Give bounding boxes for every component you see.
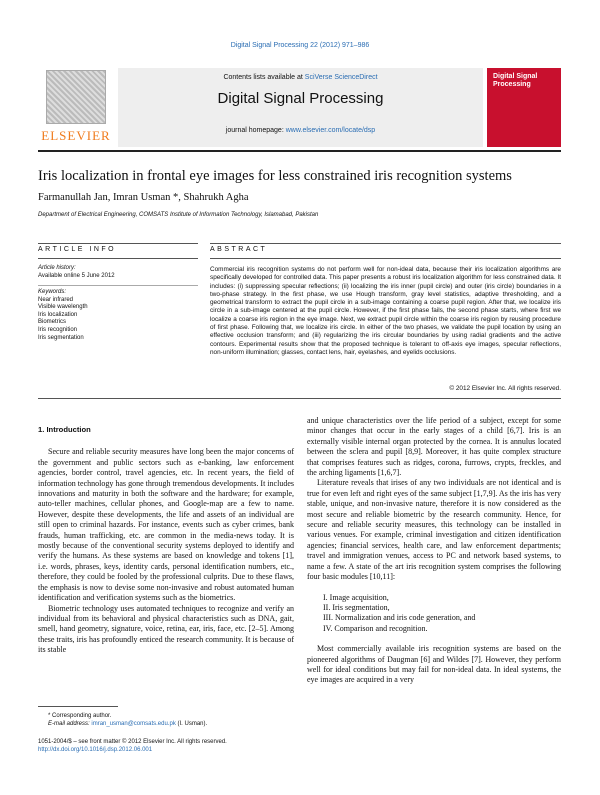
homepage-line	[118, 127, 483, 134]
keyword-item: Visible wavelength	[38, 304, 88, 311]
article-history	[38, 265, 198, 280]
keyword-item: Near infrared	[38, 296, 74, 303]
footnote	[48, 712, 207, 728]
module-item: II. Iris segmentation,	[323, 602, 390, 612]
module-item: I. Image acquisition,	[323, 592, 389, 602]
journal-reference[interactable]: Digital Signal Processing 22 (2012) 971–986	[230, 42, 370, 49]
header-divider	[38, 150, 561, 152]
module-item: III. Normalization and iris code generation, and	[323, 613, 476, 623]
article-authors: Farmanullah Jan, Imran Usman *, Shahrukh Agha	[38, 192, 249, 203]
info-mid-rule	[38, 258, 198, 259]
homepage-link[interactable]: www.elsevier.com/locate/dsp	[285, 127, 376, 134]
abstract-bottom-rule	[38, 398, 561, 399]
history-heading: Article history:	[38, 265, 76, 271]
history-value: Available online 5 June 2012	[38, 272, 115, 279]
list-spacer	[307, 634, 561, 644]
tree-emblem-icon	[46, 70, 106, 124]
cover-title: Digital Signal Processing	[493, 73, 538, 88]
elsevier-logo	[38, 68, 114, 147]
abstract-label: ABSTRACT	[210, 246, 268, 253]
footnote-rule	[38, 706, 118, 707]
journal-name: Digital Signal Processing	[217, 90, 384, 107]
keyword-item: Iris segmentation	[38, 334, 84, 341]
email-suffix: (I. Usman).	[175, 721, 208, 727]
info-top-rule	[38, 243, 198, 244]
contents-line	[118, 74, 483, 81]
doi-link[interactable]: http://dx.doi.org/10.1016/j.dsp.2012.06.001	[38, 747, 153, 753]
abstract-text: Commercial iris recognition systems do not perform well for non-ideal data, because their iris localization algorithms are specifically developed for controlled data. This paper presents a robust iris localization algorithm for less constrained data. It includes: (i) suppressing specular reflections; (ii) localizing the iris inner (pupil circle) and outer (iris circle) boundaries in a two-phase strategy. In the first phase, we use Hough transform, gray level statistics, adaptive thresholding, and a geometrical transform to extract the pupil circle in a sub-image containing a coarse pupil region. After that, we localize iris circle in a sub-image centered at the pupil circle. However, if the first phase fails, the second phase starts, where first we localize a coarse iris region in the eye image. Next, we extract pupil circle within the coarse iris region by reusing procedure of first phase. Following that, we localize iris circle. In either of the two phases, we validate the pupil location by using an effective occlusion transform; and (iii) regularizing the iris circular boundaries by using radial gradients and the active contours. Experimental results show that the proposed technique is tolerant to off-axis eye images, specular reflections, non-uniform illumination; glasses, contact lens, hair, eyelashes, and eyelids occlusions.	[210, 266, 561, 356]
keyword-item: Iris localization	[38, 311, 78, 318]
publisher-name: ELSEVIER	[41, 128, 111, 143]
article-info-label: ARTICLE INFO	[38, 246, 117, 253]
abstract-mid-rule	[210, 258, 561, 259]
keyword-item: Iris recognition	[38, 326, 78, 333]
history-rule	[38, 285, 198, 286]
left-column	[38, 425, 294, 656]
issn-line: 1051-2004/$ – see front matter © 2012 Elsevier Inc. All rights reserved.	[38, 739, 227, 745]
section-heading: 1. Introduction	[38, 425, 91, 434]
email-link[interactable]: imran_usman@comsats.edu.pk	[91, 721, 176, 727]
corresponding-author-note: * Corresponding author.	[48, 713, 112, 719]
abstract-copyright: © 2012 Elsevier Inc. All rights reserved.	[449, 385, 561, 392]
sciencedirect-link[interactable]: SciVerse ScienceDirect	[304, 74, 378, 81]
keyword-item: Biometrics	[38, 319, 67, 326]
paragraph: Literature reveals that irises of any two individuals are not identical and is true for even left and right eyes of the same subject [1,7,9]. As the iris has very stable, unique, and non-invasive nature, therefore it is now considered as the most secure and reliable biometric by the research community. Hence, for secure and reliable security measures, this technology can be installed in various venues. For example, criminal investigation and citizen identification agencies; financial services, health care, and law enforcement departments; travel and immigration venues, access to PC and network based systems, to name a few. A state of the art iris recognition system comprises the following four basic modules [10,11]:	[307, 478, 561, 582]
paragraph: Most commercially available iris recognition systems are based on the pioneered algorithms of Daugman [6] and Wildes [7]. However, they perform well for ideal conditions but may fail for non-ideal data. In ideal systems, the eye images are acquired in a very	[307, 644, 561, 685]
issn-block	[38, 738, 227, 754]
email-line	[48, 720, 207, 728]
contents-prefix: Contents lists available at	[223, 74, 305, 81]
right-column	[307, 416, 561, 686]
keywords-block	[38, 289, 198, 342]
keywords-heading: Keywords:	[38, 289, 67, 295]
homepage-prefix: journal homepage:	[225, 127, 286, 134]
paragraph: Secure and reliable security measures have long been the major concerns of the government and public sectors such as e-banking, law enforcement agencies, border control, travel agencies, etc. In recent years, the field of information technology has gone through tremendous developments. It includes innovations and maturity in both the software and the hardware; for example, auto-teller machines, cellular phones, and Google-map are a few to name. However, despite these developments, the life and assets of an individual are still open to criminal hazards. For instance, events such as cyber crimes, bank frauds, human trafficking, etc. are common in the media-news today. It is mostly because of the conventional security systems deployed to identify and verify the humans. As these systems are based on knowledge and tokens [1], i.e. words, phrases, keys, identity cards, personal identification numbers, etc., therefore, they could be fooled by the professional culprits. Due to these flaws, the emphasis is now to devise some non-invasive and robust automated human identification and verification systems such as the biometrics.	[38, 447, 294, 603]
abstract-top-rule	[210, 243, 561, 244]
email-label: E-mail address:	[48, 721, 92, 727]
list-spacer	[307, 583, 561, 593]
paragraph: and unique characteristics over the life period of a subject, except for some minor changes that occur in the early stages of a child [6,7]. Iris is an externally visible internal organ protected by the cornea. It is annulus located between the sclera and pupil [8,9]. Moreover, it has quite complex structure that comprises features such as ridges, corona, furrows, crypts, freckles, and the arching ligaments [1,6,7].	[307, 416, 561, 478]
author-affiliation: Department of Electrical Engineering, COMSATS Institute of Information Technology, Islamabad, Pakistan	[38, 212, 319, 218]
journal-cover-thumbnail	[487, 68, 561, 147]
module-item: IV. Comparison and recognition.	[323, 623, 428, 633]
paragraph: Biometric technology uses automated techniques to recognize and verify an individual from its behavioral and physical characteristics such as DNA, gait, smell, hand geometry, signature, voice, retina, ear, iris, face, etc. [2–5]. Among these traits, iris has profoundly enticed the research community. It is because of its stable	[38, 603, 294, 655]
article-title: Iris localization in frontal eye images for less constrained iris recognition systems	[38, 168, 512, 184]
